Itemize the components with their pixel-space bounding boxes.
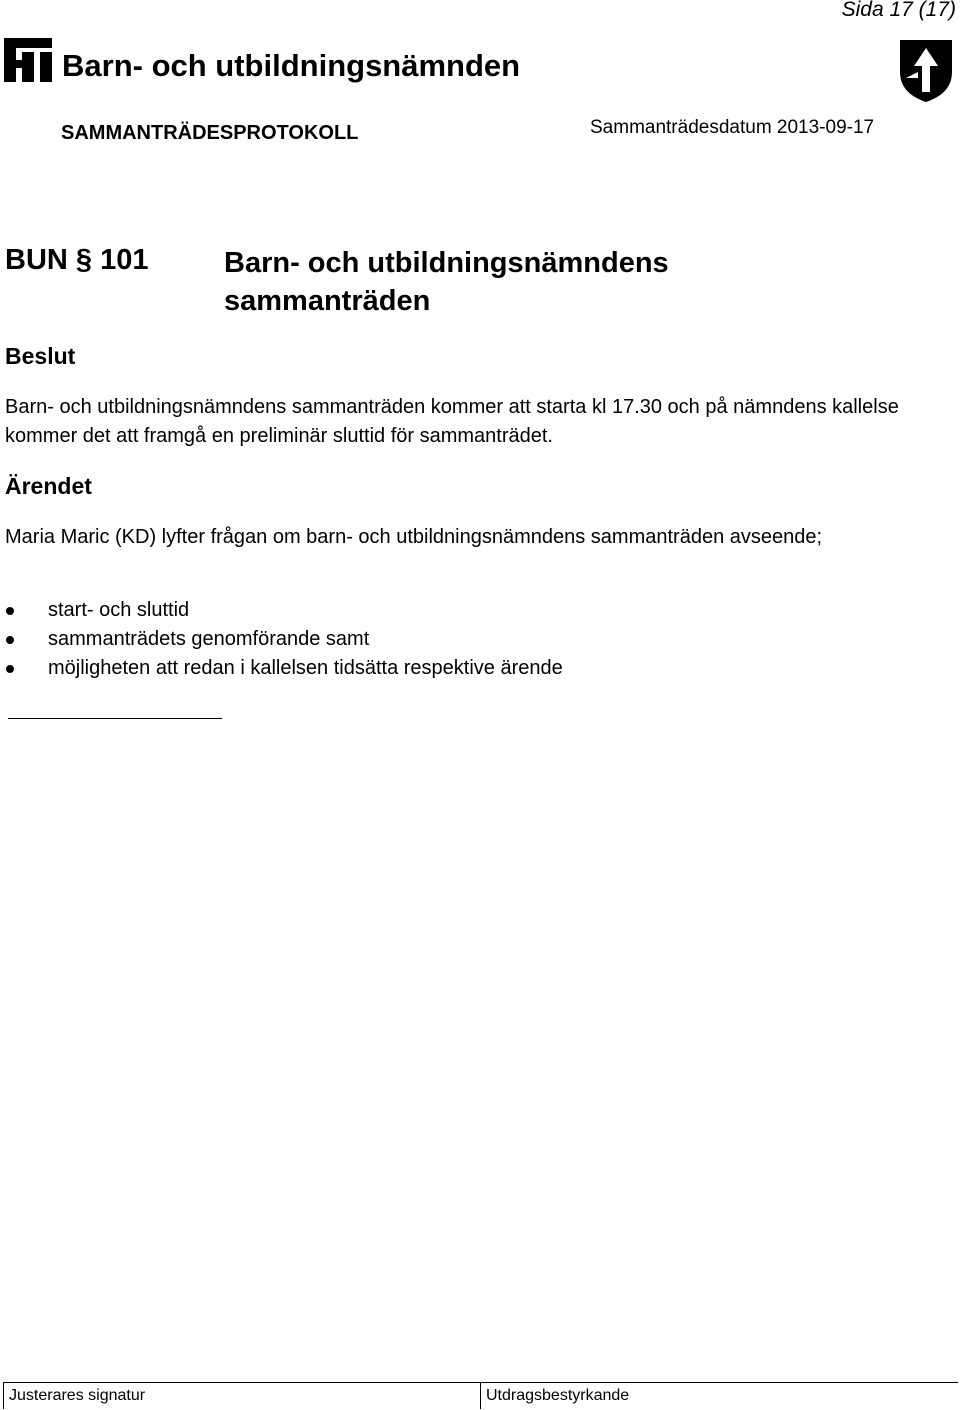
case-title: Barn- och utbildningsnämndens sammanträden <box>224 247 669 317</box>
list-item <box>0 654 950 683</box>
certification-field: Utdragsbestyrkande <box>480 1383 958 1409</box>
organization-title: Barn- och utbildningsnämnden <box>62 48 521 83</box>
list-item-text: start- och sluttid <box>48 599 190 621</box>
signature-field: Justerares signatur <box>3 1383 481 1409</box>
footnote-divider <box>8 718 222 719</box>
bullet-icon <box>6 607 14 615</box>
page-number: Sida 17 (17) <box>841 0 956 21</box>
document-type: SAMMANTRÄDESPROTOKOLL <box>61 122 359 144</box>
bullet-icon <box>6 636 14 644</box>
list-item-text: sammanträdets genomförande samt <box>48 628 370 650</box>
list-item <box>0 596 950 625</box>
list-item <box>0 625 950 654</box>
meeting-date: Sammanträdesdatum 2013-09-17 <box>590 117 875 138</box>
bullet-icon <box>6 665 14 673</box>
signature-footer <box>3 1382 958 1409</box>
decision-heading: Beslut <box>5 343 76 369</box>
coat-of-arms-icon <box>898 38 954 104</box>
matter-heading: Ärendet <box>5 473 92 499</box>
municipality-logo-icon <box>4 38 52 82</box>
matter-bullet-list <box>0 596 950 683</box>
case-number: BUN § 101 <box>5 244 149 276</box>
list-item-text: möjligheten att redan i kallelsen tidsätta respektive ärende <box>48 657 563 679</box>
decision-text: Barn- och utbildningsnämndens sammanträden kommer att starta kl 17.30 och på nämndens kallelse kommer det att framgå en preliminär sluttid för sammanträdet. <box>5 396 899 447</box>
matter-text: Maria Maric (KD) lyfter frågan om barn- och utbildningsnämndens sammanträden avseende; <box>5 526 823 548</box>
